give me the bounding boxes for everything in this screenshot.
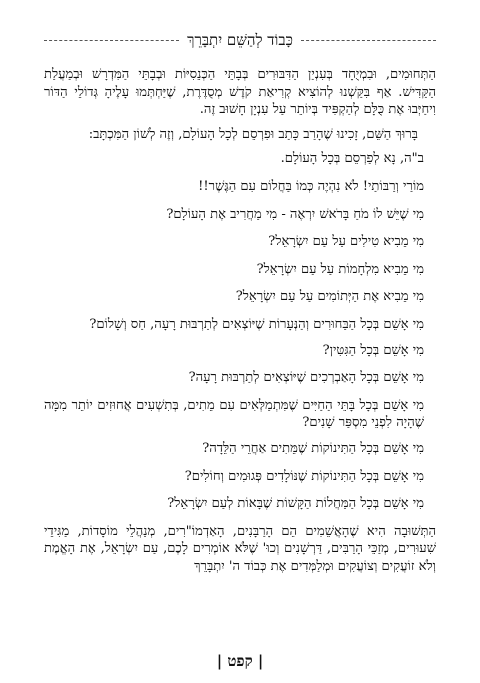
letter-line: מוֹרַי וְרַבּוֹתַי! לֹא נִהְיֶה כְּמוֹ בַּחֲלוֹם עִם הַגֶּשֶׁר!!	[198, 178, 424, 194]
letter-line: מִי מֵבִיא טִילִים עַל עַם יִשְׂרָאֵל?	[268, 234, 424, 250]
letter-line: מִי אָשֵׁם בְּכָל הַמַּחֲלוֹת הַקָּשׁוֹת שֶׁבָּאוֹת לְעַם יִשְׂרָאֵל?	[167, 496, 424, 512]
letter-line: מִי שֶׁיֵּשׁ לוֹ מֹחַ בָּרֹאשׁ יִרְאֶה - מִי מַחֲרִיב אֶת הָעוֹלָם?	[166, 206, 424, 222]
letter-line: מִי אָשֵׁם בְּכָל הַתִּינוֹקוֹת שֶׁנּוֹלָדִים פְּגוּמִים וְחוֹלִים?	[184, 468, 424, 484]
page-body	[44, 66, 436, 642]
letter-line: מִי אָשֵׁם בְּכָל הַגִּטִּין?	[322, 342, 424, 358]
letter-line: מִי מֵבִיא אֶת הַיְּתוֹמִים עַל עַם יִשְׂרָאֵל?	[235, 289, 424, 305]
page-header	[44, 30, 436, 50]
header-dashed-rule-left	[44, 40, 179, 41]
header-dashed-rule-right	[301, 40, 436, 41]
letter-line: מִי אָשֵׁם בְּכָל הַתִּינוֹקוֹת שֶׁמֵּתִים אַחֲרֵי הַלֵּדָה?	[202, 440, 424, 456]
letter-line: מִי מֵבִיא מִלְחָמוֹת עַל עַם יִשְׂרָאֵל?	[256, 261, 424, 277]
letter-line: מִי אָשֵׁם בְּכָל הָאַבְרְכִים שֶׁיּוֹצְאִים לְתַרְבּוּת רָעָה?	[188, 370, 424, 386]
intro-paragraph: הַתְּחוּמִים, וּבִמְיֻחָד בְּעִנְיַן הַדִּבּוּרִים בְּבָתֵּי הַכְּנֵסִיּוֹת וּבְבָתֵּי הַמִּדְרָשׁ וּבְמַעֲלַת הַקַּדִּישׁ. אַף בִּקַּשְׁנוּ לְהוֹצִיא קְרִיאַת קֹדֶשׁ מְסֻדֶּרֶת, שֶׁיַּחְתְּמוּ עָלֶיהָ גְּדוֹלֵי הַדּוֹר וִיחַיְּבוּ אֶת כֻּלָּם לְהַקְפִּיד בְּיוֹתֵר עַל עִנְיָן חָשׁוּב זֶה.	[44, 67, 436, 118]
thanks-paragraph: בָּרוּךְ הַשֵּׁם, זָכִינוּ שֶׁהָרַב כָּתַב וּפִרְסֵם לְכָל הָעוֹלָם, וְזֶה לְשׁוֹן הַמִּכְתָּב:	[88, 126, 418, 142]
closing-paragraph: הַתְּשׁוּבָה הִיא שֶׁהָאֲשֵׁמִים הֵם הָרַבָּנִים, הָאַדְמוֹ"רִים, מְנַהֲלֵי מוֹסָדוֹת, מַגִּידֵי שִׁעוּרִים, מְזַכֵּי הָרַבִּים, דַּרְשָׁנִים וְכוּ' שֶׁלֹּא אוֹמְרִים לָכֶם, עַם יִשְׂרָאֵל, אֶת הָאֱמֶת וְלֹא זוֹעֲקִים וְצוֹעֲקִים וּמְלַמְּדִים אֶת כְּבוֹד ה' יִתְבָּרֵךְ	[44, 523, 436, 574]
page-number: | קפט |	[216, 652, 264, 670]
running-header-title: כָּבוֹד לְהַשֵּׁם יִתְבָּרֵךְ	[187, 30, 293, 49]
letter-line: מִי אָשֵׁם בְּכָל הַבַּחוּרִים וְהַנְּעָרוֹת שֶׁיּוֹצְאִים לְתַרְבּוּת רָעָה, חַס וְשָׁלוֹם?	[89, 316, 424, 332]
letter-line: מִי אָשֵׁם בְּכָל בָּתֵּי הַחַיִּים שֶׁמִּתְמַלְּאִים עִם מֵתִים, בְּתִשְׁעִים אֲחוּזִים יוֹתֵר מִמָּה שֶׁהָיָה לִפְנֵי מִסְפַּר שָׁנִים?	[44, 397, 424, 431]
letter-line: ב"ה, נָא לְפַרְסֵם בְּכָל הָעוֹלָם.	[280, 151, 424, 167]
